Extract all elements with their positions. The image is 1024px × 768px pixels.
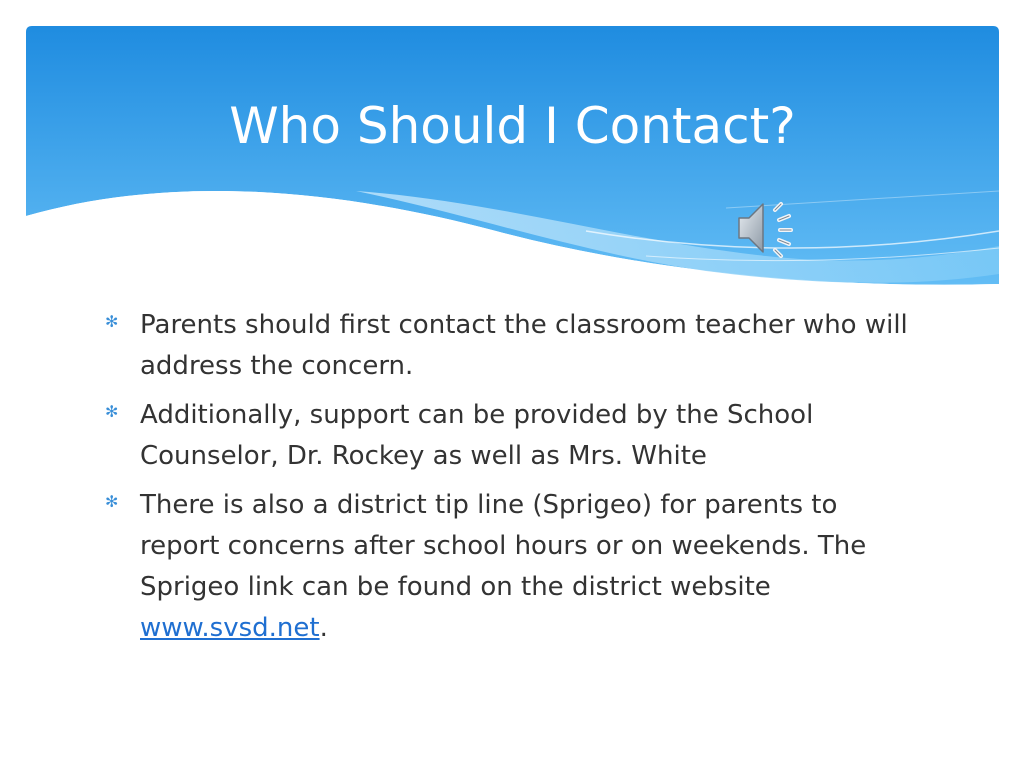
asterisk-bullet-icon: ✻ (105, 402, 119, 421)
bullet-text (140, 485, 920, 649)
bullet-text-end: . (319, 613, 328, 643)
banner-background (26, 26, 999, 291)
slide-title: Who Should I Contact? (229, 97, 796, 155)
bullet-text: Additionally, support can be provided by the School Counselor, Dr. Rockey as well as Mrs. White (140, 400, 814, 471)
list-item (100, 395, 920, 477)
bullet-list (100, 305, 920, 657)
asterisk-bullet-icon: ✻ (105, 492, 119, 511)
speaker-icon[interactable] (731, 196, 801, 260)
title-banner (26, 26, 999, 291)
district-website-link[interactable]: www.svsd.net (140, 613, 320, 643)
bullet-text: Parents should first contact the classroom teacher who will address the concern. (140, 310, 908, 381)
bullet-text-main: There is also a district tip line (Sprigeo) for parents to report concerns after school hours or on weekends. The Sprigeo link can be found on the district website (140, 490, 867, 602)
list-item (100, 485, 920, 649)
list-item (100, 305, 920, 387)
asterisk-bullet-icon: ✻ (105, 312, 119, 331)
